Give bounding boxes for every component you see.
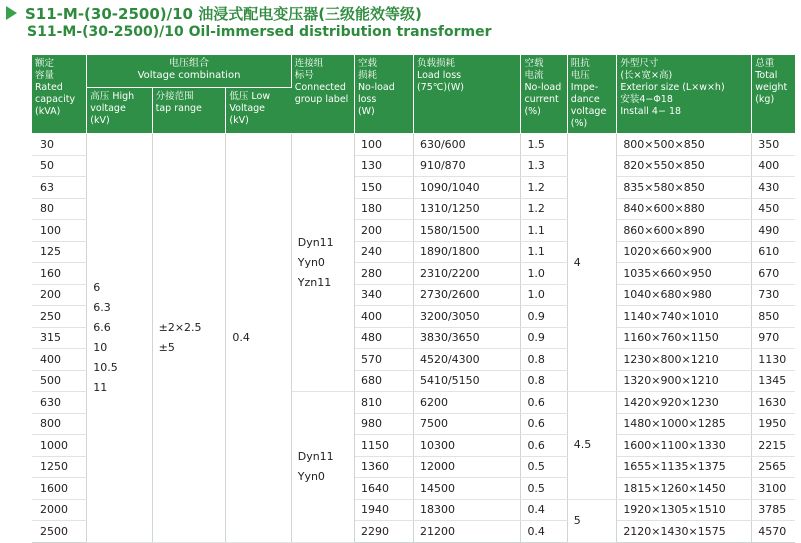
header-low-voltage-line: 低压 Low (229, 91, 271, 103)
header-no-load-current-line: current (524, 94, 559, 105)
no-load-current-cell: 1.0 (521, 263, 567, 285)
header-no-load-loss-line: loss (357, 94, 377, 105)
header-rated-capacity (32, 55, 87, 134)
no-load-current-cell: 1.2 (521, 198, 567, 220)
dimensions-cell: 820×550×850 (617, 155, 752, 177)
rated-capacity-cell: 30 (32, 134, 87, 156)
header-impedance-voltage-line: 电压 (570, 70, 590, 81)
total-weight-cell: 450 (752, 198, 795, 220)
load-loss-cell: 6200 (413, 392, 520, 414)
header-connection-group-line: 连接组 (294, 58, 324, 69)
load-loss-cell: 12000 (413, 456, 520, 478)
header-low-voltage-line: (kV) (229, 115, 249, 127)
no-load-loss-cell: 150 (354, 177, 413, 199)
header-high-voltage (87, 88, 152, 134)
total-weight-cell: 3100 (752, 478, 795, 500)
load-loss-cell: 2310/2200 (413, 263, 520, 285)
rated-capacity-cell: 63 (32, 177, 87, 199)
no-load-loss-cell: 680 (354, 370, 413, 392)
header-dimensions-line: 外型尺寸 (620, 58, 659, 69)
total-weight-cell: 970 (752, 327, 795, 349)
header-impedance-voltage-line: dance (570, 94, 600, 105)
header-voltage-combination-line: Voltage combination (137, 70, 241, 81)
header-rated-capacity-line: capacity (35, 94, 76, 105)
total-weight-cell: 400 (752, 155, 795, 177)
header-rated-capacity-line: 容量 (35, 70, 55, 81)
total-weight-cell: 1345 (752, 370, 795, 392)
header-no-load-current-line: No-load (524, 82, 562, 93)
header-load-loss (413, 55, 520, 134)
header-connection-group (291, 55, 354, 134)
no-load-current-cell: 0.6 (521, 413, 567, 435)
no-load-loss-cell: 280 (354, 263, 413, 285)
dimensions-cell: 840×600×880 (617, 198, 752, 220)
header-no-load-loss (354, 55, 413, 134)
total-weight-cell: 4570 (752, 521, 795, 543)
title-en: S11-M-(30-2500)/10 Oil-immersed distribution transformer (27, 24, 492, 40)
header-load-loss-line: (75℃)(W) (416, 82, 464, 93)
dimensions-cell: 2120×1430×1575 (617, 521, 752, 543)
load-loss-cell: 630/600 (413, 134, 520, 156)
total-weight-cell: 1130 (752, 349, 795, 371)
total-weight-cell: 2215 (752, 435, 795, 457)
header-no-load-current-line: 电流 (524, 70, 544, 81)
rated-capacity-cell: 250 (32, 306, 87, 328)
dimensions-cell: 1920×1305×1510 (617, 499, 752, 521)
no-load-current-cell: 1.1 (521, 241, 567, 263)
header-dimensions (617, 55, 752, 134)
no-load-current-cell: 0.5 (521, 478, 567, 500)
header-no-load-current (521, 55, 567, 134)
connection-group-cell-value: Yyn0 (297, 469, 325, 483)
rated-capacity-cell: 2000 (32, 499, 87, 521)
load-loss-cell: 3830/3650 (413, 327, 520, 349)
dimensions-cell: 800×500×850 (617, 134, 752, 156)
impedance-voltage-cell: 4 (567, 134, 617, 392)
triangle-bullet-icon (6, 6, 17, 20)
header-impedance-voltage-line: Impe- (570, 82, 599, 93)
load-loss-cell: 1580/1500 (413, 220, 520, 242)
dimensions-cell: 1020×660×900 (617, 241, 752, 263)
header-dimensions-line: Install 4− 18 (620, 106, 682, 117)
no-load-current-cell: 0.8 (521, 349, 567, 371)
connection-group-cell-value: Yyn0 (297, 255, 325, 269)
rated-capacity-cell: 2500 (32, 521, 87, 543)
header-dimensions-line: 安装4−Φ18 (620, 94, 673, 105)
load-loss-cell: 3200/3050 (413, 306, 520, 328)
dimensions-cell: 1040×680×980 (617, 284, 752, 306)
header-impedance-voltage-line: voltage (570, 106, 607, 117)
dimensions-cell: 1320×900×1210 (617, 370, 752, 392)
header-row-1 (32, 55, 795, 88)
header-high-voltage-line: (kV) (90, 115, 110, 127)
load-loss-cell: 4520/4300 (413, 349, 520, 371)
header-no-load-loss-line: 空载 (357, 58, 377, 69)
no-load-current-cell: 0.9 (521, 327, 567, 349)
total-weight-cell: 850 (752, 306, 795, 328)
tap-range-cell (152, 134, 226, 543)
dimensions-cell: 1230×800×1210 (617, 349, 752, 371)
header-no-load-loss-line: (W) (357, 106, 375, 117)
rated-capacity-cell: 500 (32, 370, 87, 392)
no-load-current-cell: 1.5 (521, 134, 567, 156)
high-voltage-cell-value: 10.5 (93, 360, 118, 374)
load-loss-cell: 10300 (413, 435, 520, 457)
title-cn: S11-M-(30-2500)/10 油浸式配电变压器(三级能效等级) (25, 4, 422, 23)
load-loss-cell: 1090/1040 (413, 177, 520, 199)
no-load-loss-cell: 180 (354, 198, 413, 220)
header-connection-group-line: Connected (294, 82, 346, 93)
header-total-weight-line: Total (755, 70, 778, 81)
no-load-loss-cell: 980 (354, 413, 413, 435)
no-load-loss-cell: 400 (354, 306, 413, 328)
header-rated-capacity-line: (kVA) (35, 106, 61, 117)
load-loss-cell: 18300 (413, 499, 520, 521)
total-weight-cell: 1950 (752, 413, 795, 435)
dimensions-cell: 1480×1000×1285 (617, 413, 752, 435)
connection-group-cell-value: Dyn11 (297, 235, 334, 249)
no-load-current-cell: 1.2 (521, 177, 567, 199)
no-load-current-cell: 1.0 (521, 284, 567, 306)
low-voltage-cell: 0.4 (226, 134, 291, 543)
total-weight-cell: 3785 (752, 499, 795, 521)
rated-capacity-cell: 50 (32, 155, 87, 177)
tap-range-cell-value: ±2×2.5 (158, 320, 202, 334)
no-load-current-cell: 0.4 (521, 521, 567, 543)
no-load-loss-cell: 240 (354, 241, 413, 263)
no-load-current-cell: 0.9 (521, 306, 567, 328)
dimensions-cell: 1140×740×1010 (617, 306, 752, 328)
no-load-loss-cell: 810 (354, 392, 413, 414)
dimensions-cell: 1035×660×950 (617, 263, 752, 285)
dimensions-cell: 1655×1135×1375 (617, 456, 752, 478)
load-loss-cell: 7500 (413, 413, 520, 435)
no-load-current-cell: 0.8 (521, 370, 567, 392)
title-line (4, 2, 794, 24)
no-load-loss-cell: 480 (354, 327, 413, 349)
no-load-current-cell: 0.6 (521, 435, 567, 457)
no-load-loss-cell: 2290 (354, 521, 413, 543)
header-load-loss-line: 负载损耗 (416, 58, 455, 69)
header-no-load-loss-line: 损耗 (357, 70, 377, 81)
total-weight-cell: 430 (752, 177, 795, 199)
connection-group-cell-value: Dyn11 (297, 449, 334, 463)
header-dimensions-line: Exterior size (L×w×h) (620, 82, 725, 93)
header-rated-capacity-line: Rated (35, 82, 63, 93)
high-voltage-cell (87, 134, 152, 543)
rated-capacity-cell: 400 (32, 349, 87, 371)
rated-capacity-cell: 1000 (32, 435, 87, 457)
no-load-current-cell: 0.6 (521, 392, 567, 414)
no-load-loss-cell: 340 (354, 284, 413, 306)
header-total-weight (752, 55, 795, 134)
no-load-loss-cell: 200 (354, 220, 413, 242)
impedance-voltage-cell: 4.5 (567, 392, 617, 500)
load-loss-cell: 2730/2600 (413, 284, 520, 306)
no-load-current-cell: 1.1 (521, 220, 567, 242)
total-weight-cell: 610 (752, 241, 795, 263)
dimensions-cell: 1420×920×1230 (617, 392, 752, 414)
rated-capacity-cell: 200 (32, 284, 87, 306)
load-loss-cell: 910/870 (413, 155, 520, 177)
header-tap-range-line: 分接范围 (155, 91, 194, 103)
spec-table-body (32, 134, 795, 543)
no-load-loss-cell: 1150 (354, 435, 413, 457)
header-tap-range (152, 88, 226, 134)
dimensions-cell: 1160×760×1150 (617, 327, 752, 349)
table-row (32, 134, 795, 156)
spec-table (32, 55, 795, 543)
header-low-voltage-line: Voltage (229, 103, 266, 115)
total-weight-cell: 1630 (752, 392, 795, 414)
dimensions-cell: 1815×1260×1450 (617, 478, 752, 500)
header-high-voltage-line: 高压 High (90, 91, 135, 103)
header-total-weight-line: (kg) (755, 94, 775, 105)
impedance-voltage-cell: 5 (567, 499, 617, 542)
no-load-loss-cell: 130 (354, 155, 413, 177)
header-load-loss-line: Load loss (416, 70, 462, 81)
header-no-load-current-line: (%) (524, 106, 541, 117)
rated-capacity-cell: 125 (32, 241, 87, 263)
high-voltage-cell-value: 10 (93, 340, 108, 354)
connection-group-cell (291, 392, 354, 543)
high-voltage-cell-value: 6.6 (93, 320, 111, 334)
high-voltage-cell-value: 6.3 (93, 300, 111, 314)
total-weight-cell: 670 (752, 263, 795, 285)
rated-capacity-cell: 315 (32, 327, 87, 349)
rated-capacity-cell: 1250 (32, 456, 87, 478)
header-low-voltage (226, 88, 291, 134)
total-weight-cell: 350 (752, 134, 795, 156)
no-load-loss-cell: 1360 (354, 456, 413, 478)
dimensions-cell: 1600×1100×1330 (617, 435, 752, 457)
total-weight-cell: 490 (752, 220, 795, 242)
load-loss-cell: 1310/1250 (413, 198, 520, 220)
header-voltage-combination (87, 55, 291, 88)
connection-group-cell-value: Yzn11 (297, 275, 332, 289)
rated-capacity-cell: 100 (32, 220, 87, 242)
load-loss-cell: 5410/5150 (413, 370, 520, 392)
no-load-loss-cell: 1940 (354, 499, 413, 521)
no-load-loss-cell: 100 (354, 134, 413, 156)
load-loss-cell: 14500 (413, 478, 520, 500)
header-voltage-combination-line: 电压组合 (169, 58, 210, 69)
rated-capacity-cell: 80 (32, 198, 87, 220)
header-total-weight-line: weight (755, 82, 788, 93)
tap-range-cell-value: ±5 (158, 340, 175, 354)
header-tap-range-line: tap range (155, 103, 202, 115)
header-connection-group-line: 标号 (294, 70, 314, 81)
dimensions-cell: 860×600×890 (617, 220, 752, 242)
header-impedance-voltage-line: (%) (570, 118, 588, 129)
total-weight-cell: 730 (752, 284, 795, 306)
rated-capacity-cell: 1600 (32, 478, 87, 500)
header-impedance-voltage-line: 阻抗 (570, 58, 590, 69)
rated-capacity-cell: 630 (32, 392, 87, 414)
load-loss-cell: 1890/1800 (413, 241, 520, 263)
title-block (4, 2, 794, 44)
header-total-weight-line: 总重 (755, 58, 775, 69)
high-voltage-cell-value: 6 (93, 280, 101, 294)
total-weight-cell: 2565 (752, 456, 795, 478)
no-load-current-cell: 0.5 (521, 456, 567, 478)
header-no-load-loss-line: No-load (357, 82, 395, 93)
no-load-current-cell: 0.4 (521, 499, 567, 521)
rated-capacity-cell: 800 (32, 413, 87, 435)
header-rated-capacity-line: 额定 (35, 58, 55, 69)
rated-capacity-cell: 160 (32, 263, 87, 285)
dimensions-cell: 835×580×850 (617, 177, 752, 199)
no-load-current-cell: 1.3 (521, 155, 567, 177)
header-high-voltage-line: voltage (90, 103, 126, 115)
header-connection-group-line: group label (294, 94, 349, 105)
header-dimensions-line: (长×宽×高) (620, 70, 673, 81)
header-impedance-voltage (567, 55, 617, 134)
connection-group-cell (291, 134, 354, 392)
high-voltage-cell-value: 11 (93, 380, 108, 394)
no-load-loss-cell: 570 (354, 349, 413, 371)
load-loss-cell: 21200 (413, 521, 520, 543)
header-no-load-current-line: 空载 (524, 58, 544, 69)
no-load-loss-cell: 1640 (354, 478, 413, 500)
